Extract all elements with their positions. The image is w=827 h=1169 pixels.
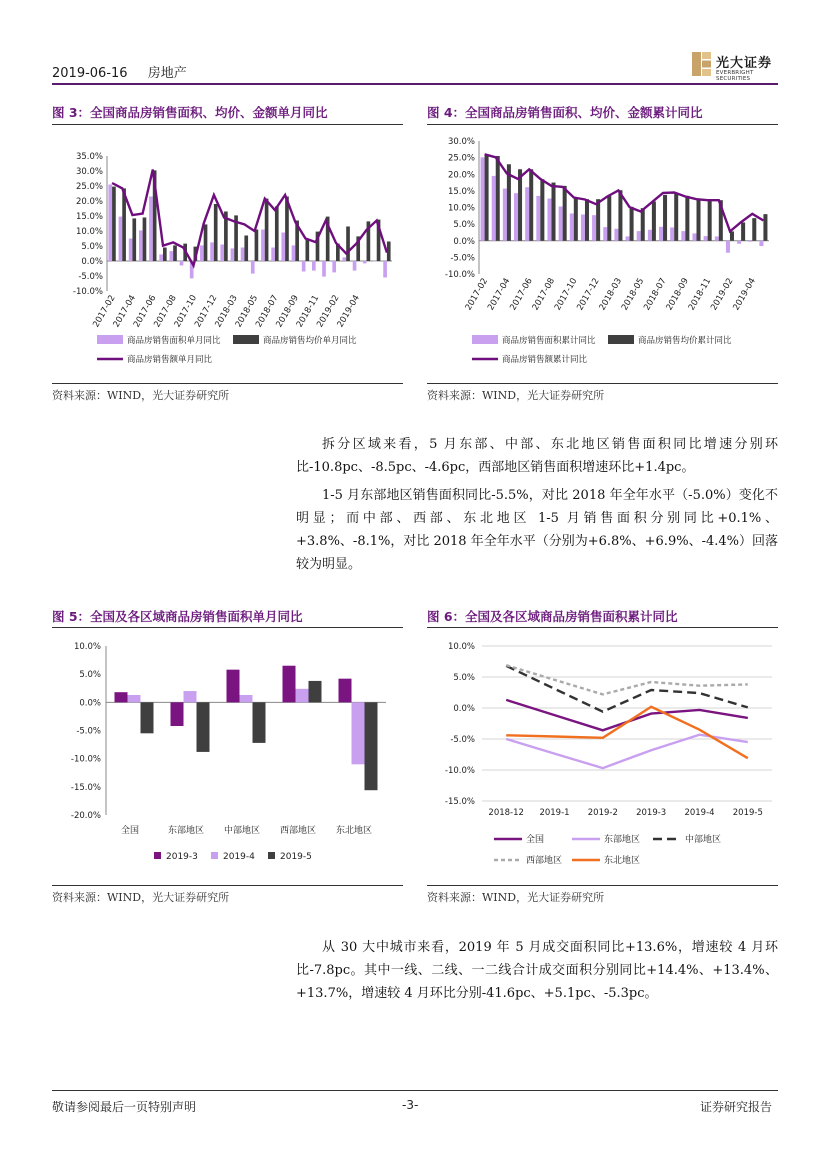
bar [346,227,350,262]
x-tick-label: 东北地区 [335,826,373,836]
bar [132,218,136,261]
body-text-1 [296,433,778,581]
header-rule [52,83,778,85]
bar [563,186,567,241]
bar [514,193,518,241]
y-tick-label: 10.0% [447,203,475,214]
bar [704,236,708,241]
bar [674,193,678,241]
bar [741,222,745,240]
fig6-top-rule [427,627,778,628]
bar [607,196,611,241]
y-tick-label: 10.0% [447,642,475,652]
x-tick-label: 2018-12 [488,808,524,818]
bar [685,196,689,241]
bar [283,666,296,703]
bar [119,217,123,261]
y-tick-label: -5.0% [450,253,475,264]
y-tick-label: -20.0% [70,811,101,821]
x-tick-label: 2019-4 [684,808,715,818]
paragraph: 拆分区域来看，5 月东部、中部、东北地区销售面积同比增速分别环比-10.8pc、-8.5pc、-4.6pc，西部地区销售面积增速环比+1.4pc。 [296,437,778,475]
y-tick-label: -5.0% [76,726,101,737]
bar [726,241,730,253]
x-tick-label: 2018-07 [642,276,669,313]
bar [585,199,589,241]
y-tick-label: -15.0% [444,797,475,807]
bar [730,231,734,240]
bar [663,195,667,241]
bar [220,245,224,262]
bar [559,207,563,241]
y-tick-label: 5.0% [79,670,101,681]
legend-label: 中部地区 [685,835,722,845]
bar [139,230,143,261]
bar [681,231,685,241]
logo-text: 光大证券 [716,56,773,71]
fig4-source: 资料来源：WIND，光大证券研究所 [427,389,605,402]
legend-swatch [472,335,498,344]
x-tick-label: 2017-02 [91,293,118,330]
footer-report-type: 证券研究报告 [700,1100,773,1114]
bar [752,218,756,241]
legend-label: 西部地区 [526,856,563,866]
x-tick-label: 2019-02 [315,293,342,330]
y-tick-label: 15.0% [447,186,475,197]
x-tick-label: 西部地区 [279,826,317,836]
logo [692,52,782,80]
x-tick-label: 中部地区 [223,826,261,836]
paragraph: 1-5 月东部地区销售面积同比-5.5%，对比 2018 年全年水平（-5.0%）变化不明显；而中部、西部、东北地区 1-5 月销售面积分别同比+0.1%、+3.8%、-8.1%，对比 2018 年全年水平（分别为+6.8%、+6.9%、-4.4%）回落较为明显。 [296,488,778,572]
fig3-bottom-rule [52,383,403,384]
bar [630,207,634,241]
bar [322,261,326,277]
bar [339,679,352,703]
series-line [506,666,748,712]
series-line [506,735,748,768]
bar [373,261,377,262]
paragraph: 从 30 大中城市来看，2019 年 5 月成交面积同比+13.6%，增速较 4 月环比-7.8pc。其中一线、二线、一二线合计成交面积分别同比+14.4%、+13.4%、+13.7%，增速较 4 月环比分别-41.6pc、+5.1pc、-5.3pc。 [296,940,778,1001]
legend-label: 商品房销售额单月同比 [127,355,213,365]
legend-label: 商品房销售面积累计同比 [502,336,596,346]
x-tick-label: 2017-12 [575,276,602,313]
x-tick-label: 2019-1 [539,808,570,818]
bar [302,261,306,272]
bar [536,196,540,241]
legend-label: 商品房销售均价累计同比 [638,336,732,346]
bar [204,224,208,261]
bar [708,201,712,241]
y-tick-label: 5.0% [453,673,475,683]
y-tick-label: -10.0% [444,766,475,776]
bar [312,261,316,271]
bar [241,248,245,262]
legend-label: 2019-3 [166,852,198,862]
y-tick-label: -10.0% [70,754,101,765]
bar [352,702,365,764]
x-tick-label: 2017-08 [152,293,179,330]
bar [652,202,656,241]
legend-swatch [154,852,161,859]
x-tick-label: 2017-04 [111,293,139,330]
fig6-bottom-rule [427,885,778,886]
x-tick-label: 2017-08 [530,276,558,313]
x-tick-label: 全国 [120,826,140,836]
bar [115,692,128,702]
bar [759,241,763,246]
logo-subtext: EVERBRIGHT SECURITIES [716,70,754,82]
y-tick-label: 25.0% [75,182,103,192]
fig5-title: 图 5：全国及各区域商品房销售面积单月同比 [52,609,303,624]
legend-swatch [233,335,259,344]
fig6-source: 资料来源：WIND，光大证券研究所 [427,891,605,904]
bar [670,227,674,240]
bar [305,239,309,261]
legend-label: 2019-4 [223,852,255,862]
bar [200,245,204,261]
bar [592,215,596,241]
bar [581,214,585,240]
bar [365,702,378,790]
x-tick-label: 2019-5 [732,808,763,818]
bar [309,681,322,702]
x-tick-label: 2017-12 [193,293,220,330]
bar [169,251,173,261]
bar [159,254,163,261]
fig3-source: 资料来源：WIND，光大证券研究所 [52,389,230,402]
fig3-top-rule [52,124,403,125]
x-tick-label: 2018-03 [213,293,240,330]
header-meta [52,62,203,81]
fig4-top-rule [427,124,778,125]
fig5-chart [52,632,404,882]
bar [271,248,275,262]
legend-label: 2019-5 [280,852,312,862]
bar [128,695,141,702]
y-tick-label: 0.0% [453,704,475,714]
bar [163,248,167,262]
y-tick-label: 20.0% [447,170,475,181]
x-tick-label: 2018-05 [233,293,261,330]
bar [481,157,485,240]
bar [332,261,336,272]
bar [353,261,357,271]
legend-swatch [268,852,275,859]
x-tick-label: 2018-11 [686,276,714,313]
bar [129,239,133,262]
x-tick-label: 2017-10 [172,293,200,330]
bar [251,261,255,274]
legend-swatch [608,335,634,344]
bar [552,183,556,241]
logo-icon [692,52,712,76]
bar [343,257,347,261]
y-tick-label: -10.0% [444,270,475,280]
bar [496,156,500,241]
bar [637,231,641,241]
y-tick-label: 5.0% [453,220,475,231]
x-tick-label: 2018-07 [254,293,281,330]
bar [214,204,218,261]
bar [171,702,184,726]
x-tick-label: 2018-11 [294,293,322,330]
bar [540,179,544,241]
fig5-bottom-rule [52,885,403,886]
x-tick-label: 2018-09 [274,293,301,330]
bar [659,227,663,241]
fig3-chart [52,128,404,380]
footer-disclaimer: 敬请参阅最后一页特别声明 [52,1100,197,1114]
body-text-2 [296,936,778,1010]
y-tick-label: 0.0% [453,236,475,247]
y-tick-label: 30.0% [447,137,475,147]
x-tick-label: 东部地区 [167,826,205,836]
bar [648,230,652,241]
bar [281,233,285,262]
report-date: 2019-06-16 [52,66,128,81]
y-tick-label: -5.0% [450,735,475,745]
legend-label: 商品房销售均价单月同比 [263,336,357,346]
bar [261,230,265,262]
legend-label: 东北地区 [604,856,641,866]
y-tick-label: 0.0% [81,257,103,267]
bar [596,199,600,241]
bar [141,702,154,733]
bar [143,218,147,262]
bar [529,169,533,240]
bar [748,241,752,242]
bar [255,230,259,262]
bar [763,214,767,241]
y-tick-label: 20.0% [75,197,103,207]
bar [574,198,578,241]
fig6-chart [427,632,779,882]
legend-swatch [97,335,123,344]
legend-label: 全国 [526,835,545,845]
bar [383,261,387,278]
bar [485,154,489,240]
bar [240,695,253,702]
x-tick-label: 2017-06 [131,293,159,330]
bar [265,199,269,261]
bar [227,670,240,703]
legend-swatch [211,852,218,859]
x-tick-label: 2018-09 [664,276,691,313]
legend-label: 东部地区 [604,835,641,845]
y-tick-label: 30.0% [75,167,103,177]
x-tick-label: 2017-04 [486,276,513,313]
bar [518,169,522,240]
y-tick-label: -15.0% [70,782,101,793]
bar [184,691,197,702]
bar [618,190,622,241]
y-tick-label: -5.0% [78,272,103,282]
footer-rule [52,1090,778,1091]
bar [737,241,741,244]
y-tick-label: 25.0% [447,153,475,164]
bar [210,242,214,261]
x-tick-label: 2017-06 [508,276,535,313]
fig4-title: 图 4：全国商品房销售面积、均价、金额累计同比 [427,105,703,120]
x-tick-label: 2019-04 [731,276,758,313]
bar [275,206,279,261]
y-tick-label: 0.0% [79,698,101,709]
bar [149,197,153,262]
bar [197,702,210,752]
bar [626,236,630,240]
fig5-top-rule [52,627,403,628]
page-number: -3- [402,1098,419,1112]
x-tick-label: 2019-3 [636,808,667,818]
bar [492,176,496,241]
bar [614,229,618,241]
bar [525,187,529,241]
bar [231,248,235,261]
bar [108,185,112,262]
x-tick-label: 2018-05 [619,276,647,313]
x-tick-label: 2017-10 [552,276,580,313]
bar [547,199,551,241]
x-tick-label: 2018-03 [597,276,625,313]
bar [112,187,116,261]
bar [641,208,645,241]
y-tick-label: 15.0% [75,212,103,222]
x-tick-label: 2019-2 [587,808,618,818]
bar [292,245,296,261]
y-tick-label: 5.0% [81,242,103,252]
bar [180,261,184,266]
y-tick-label: 10.0% [73,642,101,652]
legend-label: 商品房销售面积单月同比 [127,336,221,346]
bar [603,227,607,241]
series-line [506,700,748,730]
fig3-title: 图 3：全国商品房销售面积、均价、金额单月同比 [52,105,328,120]
fig5-source: 资料来源：WIND，光大证券研究所 [52,891,230,904]
bar [692,233,696,240]
fig6-title: 图 6：全国及各区域商品房销售面积累计同比 [427,609,678,624]
series-line [506,665,748,694]
fig4-chart [427,128,779,380]
y-tick-label: -10.0% [72,287,103,297]
bar [253,702,266,743]
x-tick-label: 2017-02 [463,276,491,313]
y-tick-label: 10.0% [75,227,103,237]
x-tick-label: 2019-04 [335,293,362,330]
bar [296,689,309,703]
bar [173,245,177,261]
bar [697,199,701,241]
bar [570,213,574,240]
report-category: 房地产 [147,66,187,81]
legend-label: 商品房销售额累计同比 [502,355,588,365]
bar [503,189,507,241]
bar [244,236,248,262]
fig4-bottom-rule [427,383,778,384]
x-tick-label: 2019-02 [709,276,736,313]
y-tick-label: 35.0% [75,152,103,162]
bar [715,236,719,240]
bar [363,261,367,263]
